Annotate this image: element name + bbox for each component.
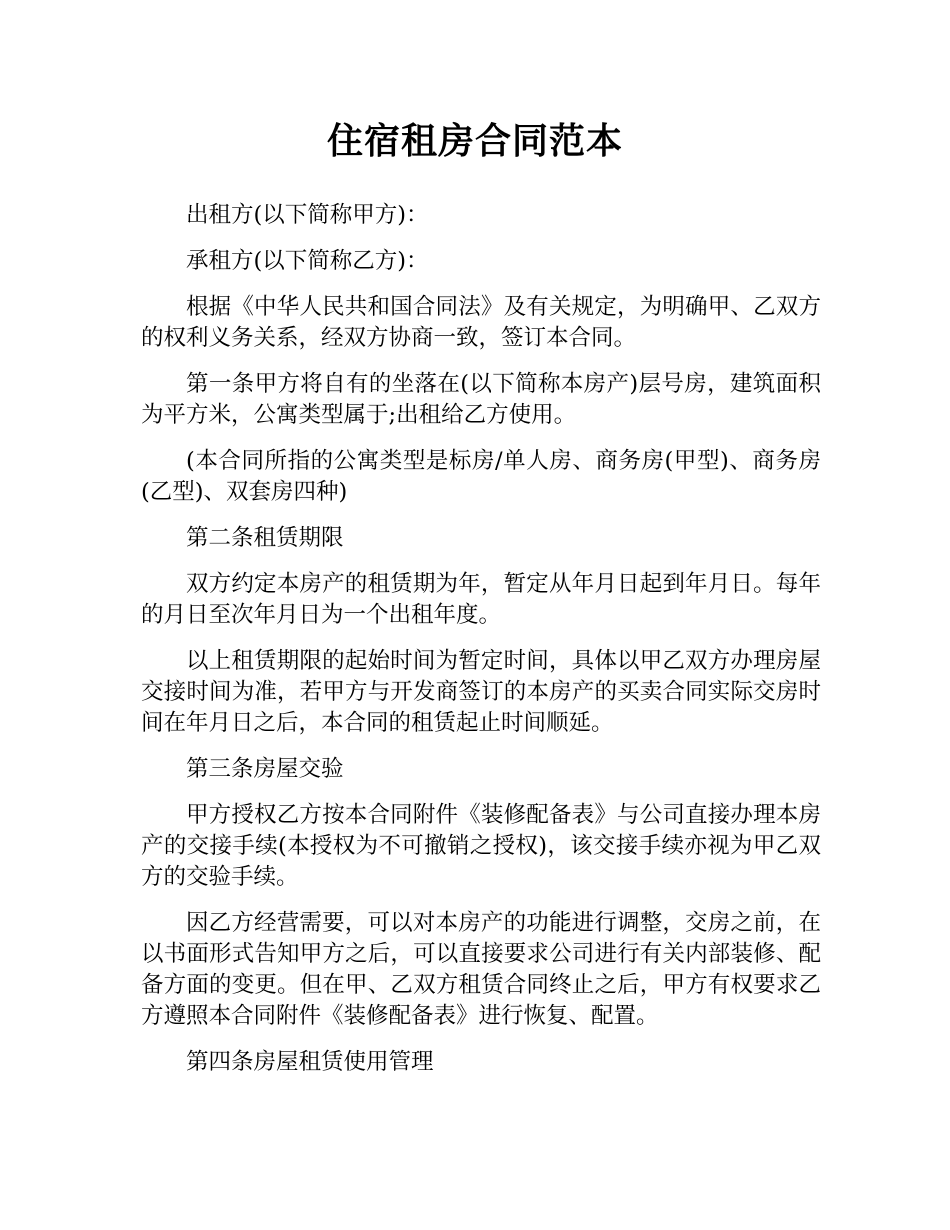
paragraph-article-2-start: 以上租赁期限的起始时间为暂定时间，具体以甲乙双方办理房屋交接时间为准，若甲方与开发商签订的本房产的买卖合同实际交房时间在年月日之后，本合同的租赁起止时间顺延。 (141, 648, 821, 736)
paragraph-article-3-handover: 甲方授权乙方按本合同附件《装修配备表》与公司直接办理本房产的交接手续(本授权为不可撤销之授权)，该交接手续亦视为甲乙双方的交验手续。 (141, 802, 821, 890)
heading-article-2: 第二条租赁期限 (186, 525, 344, 551)
paragraph-preamble: 根据《中华人民共和国合同法》及有关规定，为明确甲、乙双方的权利义务关系，经双方协商一致，签订本合同。 (141, 294, 821, 351)
heading-article-4: 第四条房屋租赁使用管理 (186, 1049, 434, 1075)
paragraph-article-1-note: (本合同所指的公寓类型是标房/单人房、商务房(甲型)、商务房(乙型)、双套房四种) (141, 448, 821, 505)
paragraph-article-1: 第一条甲方将自有的坐落在(以下简称本房产)层号房，建筑面积为平方米，公寓类型属于;出租给乙方使用。 (141, 371, 821, 428)
document-body (141, 200, 821, 1093)
heading-article-3: 第三条房屋交验 (186, 756, 344, 782)
paragraph-article-3-adjustment: 因乙方经营需要，可以对本房产的功能进行调整，交房之前，在以书面形式告知甲方之后，可以直接要求公司进行有关内部装修、配备方面的变更。但在甲、乙双方租赁合同终止之后，甲方有权要求乙方遵照本合同附件《装修配备表》进行恢复、配置。 (141, 910, 821, 1029)
paragraph-lessee: 承租方(以下简称乙方)： (186, 248, 429, 274)
paragraph-lessor: 出租方(以下简称甲方)： (186, 202, 429, 228)
document-title: 住宿租房合同范本 (326, 121, 623, 162)
paragraph-article-2-term: 双方约定本房产的租赁期为年，暂定从年月日起到年月日。每年的月日至次年月日为一个出租年度。 (141, 571, 821, 628)
